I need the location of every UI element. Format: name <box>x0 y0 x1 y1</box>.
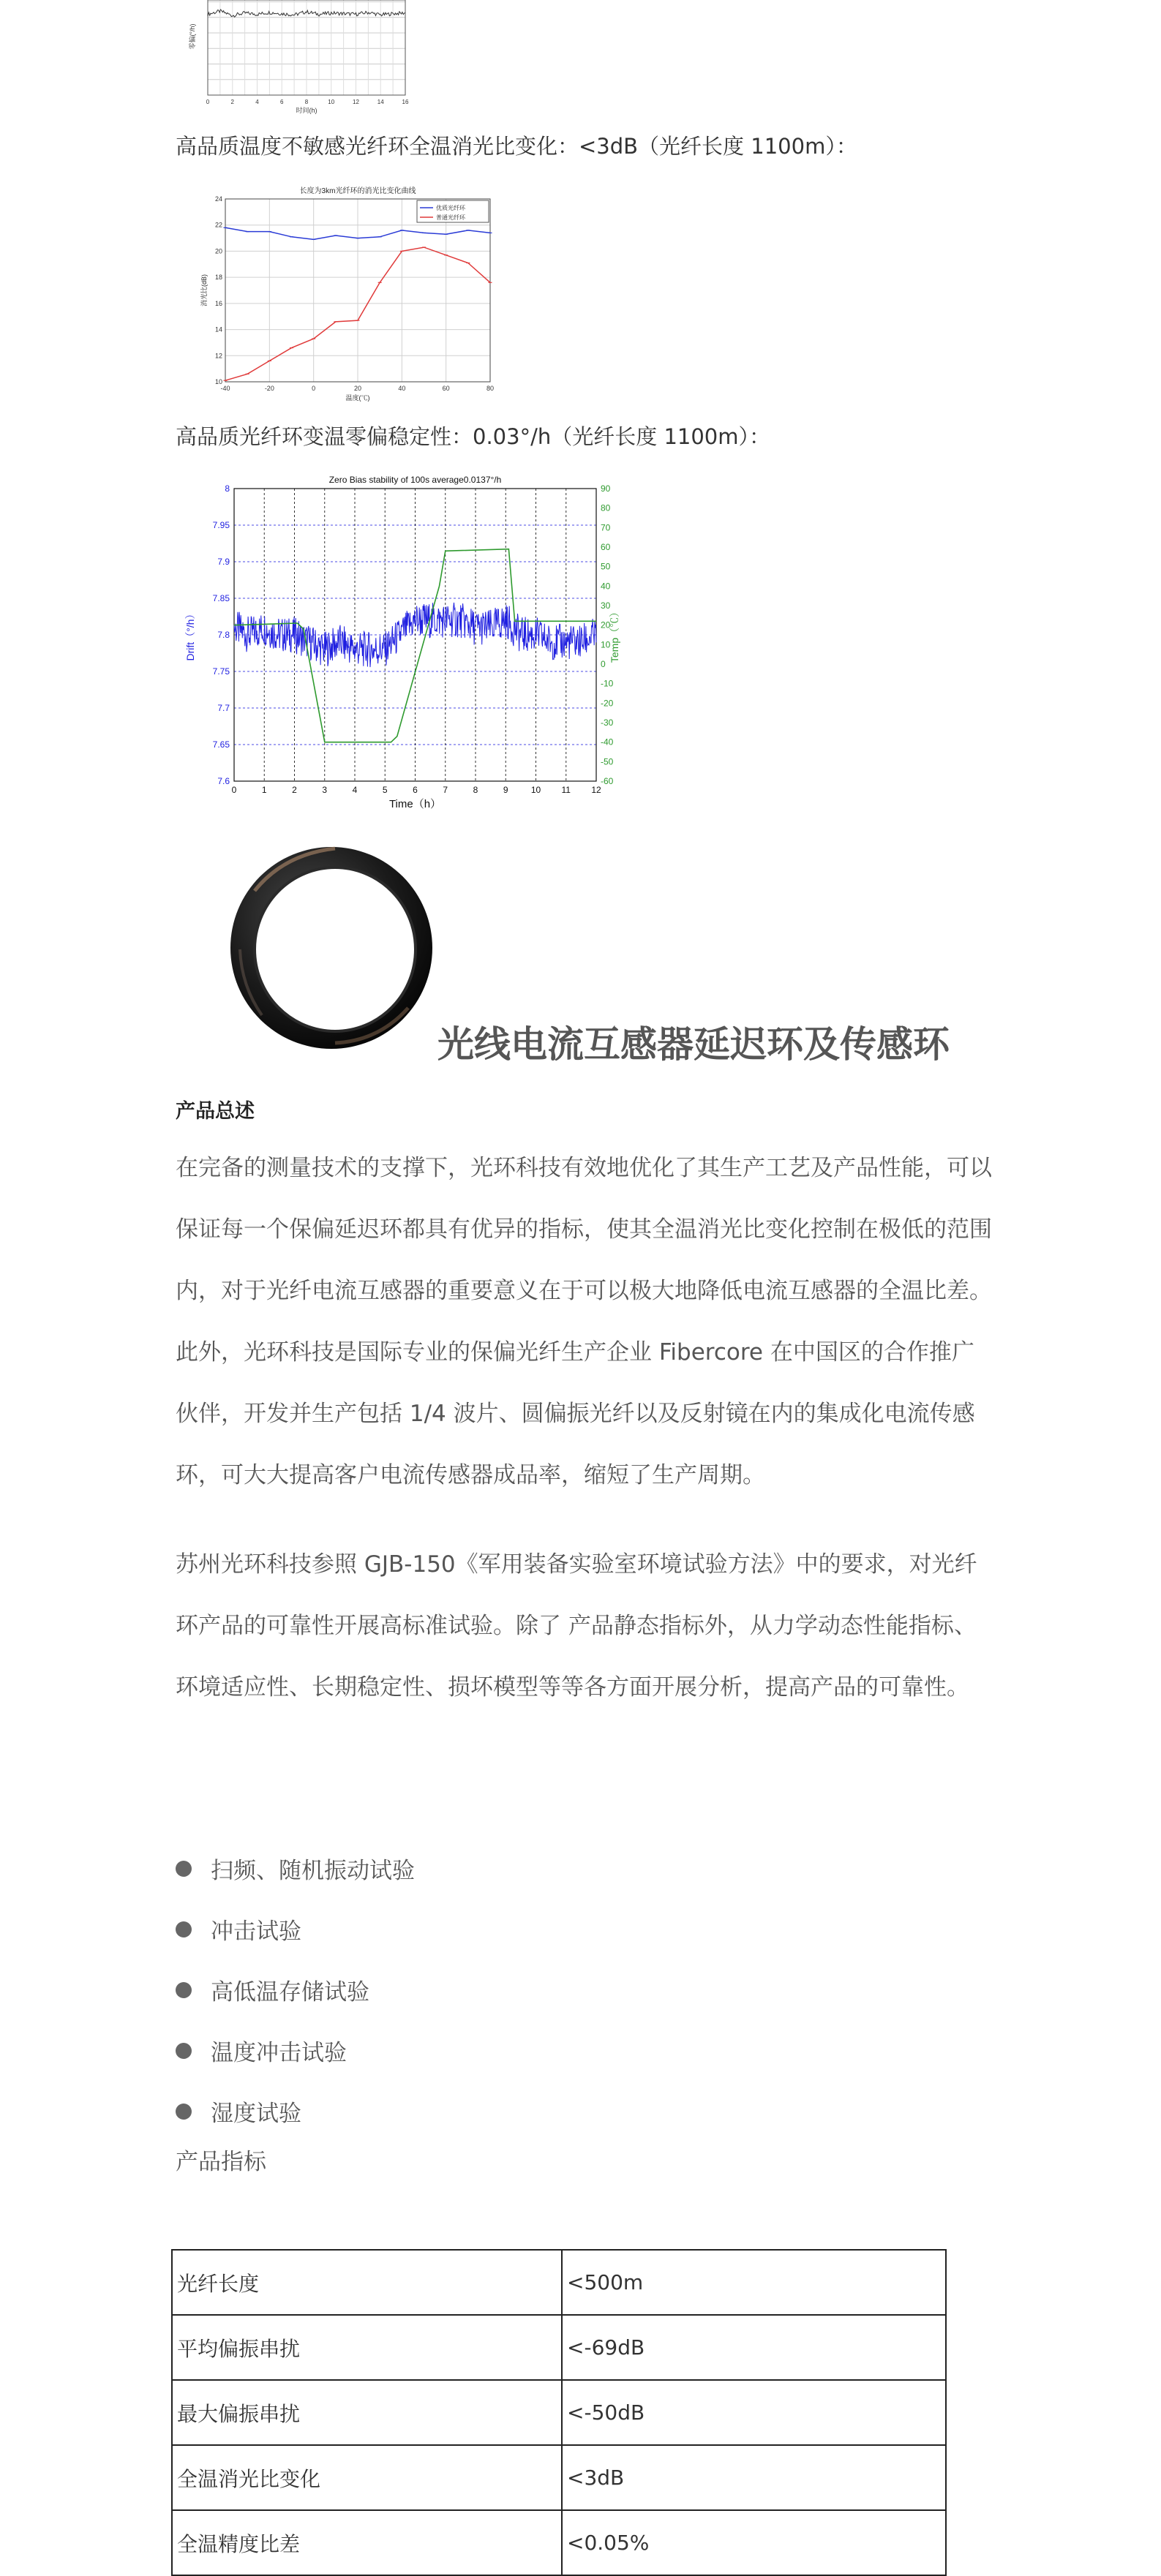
y-tick-label: 7.75 <box>212 666 230 677</box>
x-tick-label: 10 <box>530 785 541 795</box>
x-tick-label: 5 <box>382 785 388 795</box>
y-tick-label: 22 <box>214 221 222 229</box>
bullet-dot-icon <box>176 1861 192 1877</box>
y-tick-label: 12 <box>214 352 222 360</box>
reliability-paragraph-text: 苏州光环科技参照 GJB-150《军用装备实验室环境试验方法》中的要求，对光纤环产品的可靠性开展高标准试验。除了 产品静态指标外，从力学动态性能指标、环境适应性、长期稳定性、损坏模型等等各方面开展分析，提高产品的可靠性。 <box>176 1551 977 1701</box>
y2-tick-label: -50 <box>601 756 614 767</box>
product-title: 光线电流互感器延迟环及传感环 <box>437 1023 950 1066</box>
spec-value: <500m <box>562 2250 946 2315</box>
x-tick-label: 2 <box>230 99 234 105</box>
bias-stability-chart-image <box>179 472 625 824</box>
chart-title: 长度为3km光纤环的消光比变化曲线 <box>299 187 416 195</box>
x-tick-label: 4 <box>352 785 358 795</box>
x-tick-label: 3 <box>322 785 328 795</box>
overview-heading: 产品总述 <box>176 1100 255 1123</box>
y2-tick-label: 40 <box>601 581 611 592</box>
x-tick-label: 6 <box>280 99 284 105</box>
x-tick-label: 14 <box>377 99 384 105</box>
x-tick-label: 10 <box>328 99 335 105</box>
test-item <box>176 1852 415 1885</box>
y2-tick-label: 20 <box>601 619 611 630</box>
y2-tick-label: -60 <box>601 776 614 786</box>
test-item <box>176 2095 301 2128</box>
y2-tick-label: 60 <box>601 542 611 552</box>
table-row <box>172 2510 946 2575</box>
caption-bias-stability: 高品质光纤环变温零偏稳定性：0.03°/h（光纤长度 1100m）： <box>176 424 770 449</box>
x-axis-label: 时间(h) <box>296 107 318 114</box>
y-tick-label: 24 <box>214 195 222 203</box>
y2-tick-label: -10 <box>601 678 614 689</box>
x-tick-label: 12 <box>591 785 601 795</box>
extinction-ratio-chart <box>198 184 497 404</box>
y-tick-label: 8 <box>225 483 230 494</box>
x-axis-label: 温度(℃) <box>345 394 370 402</box>
y2-tick-label: 0 <box>601 659 606 669</box>
y2-tick-label: -20 <box>601 698 614 709</box>
y-tick-label: 20 <box>214 247 222 255</box>
x-tick-label: 9 <box>503 785 508 795</box>
table-row <box>172 2250 946 2315</box>
top-chart-image <box>186 0 410 114</box>
extinction-ratio-chart-image <box>198 184 497 404</box>
y2-tick-label: 30 <box>601 600 611 611</box>
chart-title: Zero Bias stability of 100s average0.0137°/h <box>328 475 502 485</box>
y2-tick-label: 80 <box>601 502 611 513</box>
spec-value: <3dB <box>562 2445 946 2510</box>
specs-heading: 产品指标 <box>176 2149 266 2175</box>
bullet-dot-icon <box>176 1982 192 1998</box>
y-tick-label: 7.7 <box>217 703 230 713</box>
y-axis-label: Drift（°/h） <box>184 609 196 661</box>
fiber-ring-icon <box>225 840 437 1052</box>
test-item-label: 湿度试验 <box>211 2101 301 2127</box>
legend-label: 普通光纤环 <box>436 214 465 221</box>
x-tick-label: 40 <box>398 385 406 392</box>
y-tick-label: 14 <box>214 325 222 334</box>
y2-tick-label: 70 <box>601 522 611 533</box>
overview-paragraph-text: 在完备的测量技术的支撑下，光环科技有效地优化了其生产工艺及产品性能，可以保证每一个保偏延迟环都具有优异的指标，使其全温消光比变化控制在极低的范围内，对于光纤电流互感器的重要意义在于可以极大地降低电流互感器的全温比差。此外，光环科技是国际专业的保偏光纤生产企业 Fibercore 在中国区的合作推广伙伴，开发并生产包括 1/4 波片、圆偏振光纤以及反射镜在内的集成化电流传感环，可大大提高客户电流传感器成品率，缩短了生产周期。 <box>176 1155 992 1488</box>
x-tick-label: 11 <box>561 785 571 795</box>
y-tick-label: 18 <box>214 274 222 282</box>
bullet-dot-icon <box>176 2104 192 2120</box>
y-axis-label: 消光比(dB) <box>200 274 208 307</box>
x-tick-label: -40 <box>220 385 230 392</box>
x-tick-label: 12 <box>353 99 359 105</box>
x-tick-label: 7 <box>443 785 448 795</box>
x-tick-label: 2 <box>292 785 297 795</box>
test-item <box>176 1913 301 1946</box>
y-tick-label: 10 <box>214 378 222 385</box>
spec-value: <-50dB <box>562 2380 946 2445</box>
test-item <box>176 1973 369 2006</box>
spec-name: 平均偏振串扰 <box>172 2315 562 2380</box>
specs-table <box>171 2249 947 2576</box>
x-tick-label: 0 <box>206 99 210 105</box>
x-axis-label: Time（h） <box>388 798 442 810</box>
test-item <box>176 2034 347 2067</box>
x-tick-label: -20 <box>264 385 274 392</box>
spec-value: <-69dB <box>562 2315 946 2380</box>
y-tick-label: 7.8 <box>217 630 230 640</box>
fiber-ring-photo <box>225 840 437 1052</box>
x-tick-label: 8 <box>473 785 478 795</box>
y-tick-label: 7.6 <box>217 776 230 786</box>
spec-name: 最大偏振串扰 <box>172 2380 562 2445</box>
bullet-dot-icon <box>176 2043 192 2059</box>
x-tick-label: 6 <box>413 785 418 795</box>
y-axis-label: 零偏(°/h) <box>189 23 196 50</box>
y-tick-label: 7.85 <box>212 593 230 603</box>
y2-tick-label: 10 <box>601 639 611 650</box>
spec-value: <0.05% <box>562 2510 946 2575</box>
y-tick-label: 7.65 <box>212 739 230 750</box>
spec-name: 全温消光比变化 <box>172 2445 562 2510</box>
test-item-label: 温度冲击试验 <box>211 2040 347 2066</box>
x-tick-label: 80 <box>486 385 495 392</box>
y2-tick-label: -30 <box>601 718 614 728</box>
table-row <box>172 2315 946 2380</box>
x-tick-label: 16 <box>402 99 409 105</box>
spec-name: 全温精度比差 <box>172 2510 562 2575</box>
x-tick-label: 0 <box>312 385 316 392</box>
top-chart <box>186 0 410 114</box>
y-tick-label: 16 <box>214 299 222 307</box>
y-tick-label: 7.9 <box>217 557 230 567</box>
caption-extinction-ratio: 高品质温度不敏感光纤环全温消光比变化：<3dB（光纤长度 1100m）： <box>176 134 857 159</box>
reliability-paragraph <box>176 1534 995 1718</box>
test-item-label: 扫频、随机振动试验 <box>211 1858 415 1884</box>
y2-tick-label: 50 <box>601 561 611 572</box>
table-row <box>172 2445 946 2510</box>
y2-tick-label: -40 <box>601 737 614 747</box>
spec-name: 光纤长度 <box>172 2250 562 2315</box>
legend-label: 优质光纤环 <box>436 205 465 211</box>
test-item-label: 高低温存储试验 <box>211 1979 369 2006</box>
x-tick-label: 20 <box>353 385 362 392</box>
y2-axis-label: Temp（℃） <box>609 606 620 663</box>
x-tick-label: 0 <box>231 785 237 795</box>
table-row <box>172 2380 946 2445</box>
overview-paragraph <box>176 1137 995 1506</box>
test-item-label: 冲击试验 <box>211 1918 301 1945</box>
bias-stability-chart <box>179 472 625 824</box>
y2-tick-label: 90 <box>601 483 611 494</box>
bullet-dot-icon <box>176 1921 192 1937</box>
x-tick-label: 1 <box>261 785 267 795</box>
x-tick-label: 8 <box>304 99 309 105</box>
y-tick-label: 7.95 <box>212 520 230 530</box>
x-tick-label: 60 <box>442 385 450 392</box>
x-tick-label: 4 <box>255 99 259 105</box>
